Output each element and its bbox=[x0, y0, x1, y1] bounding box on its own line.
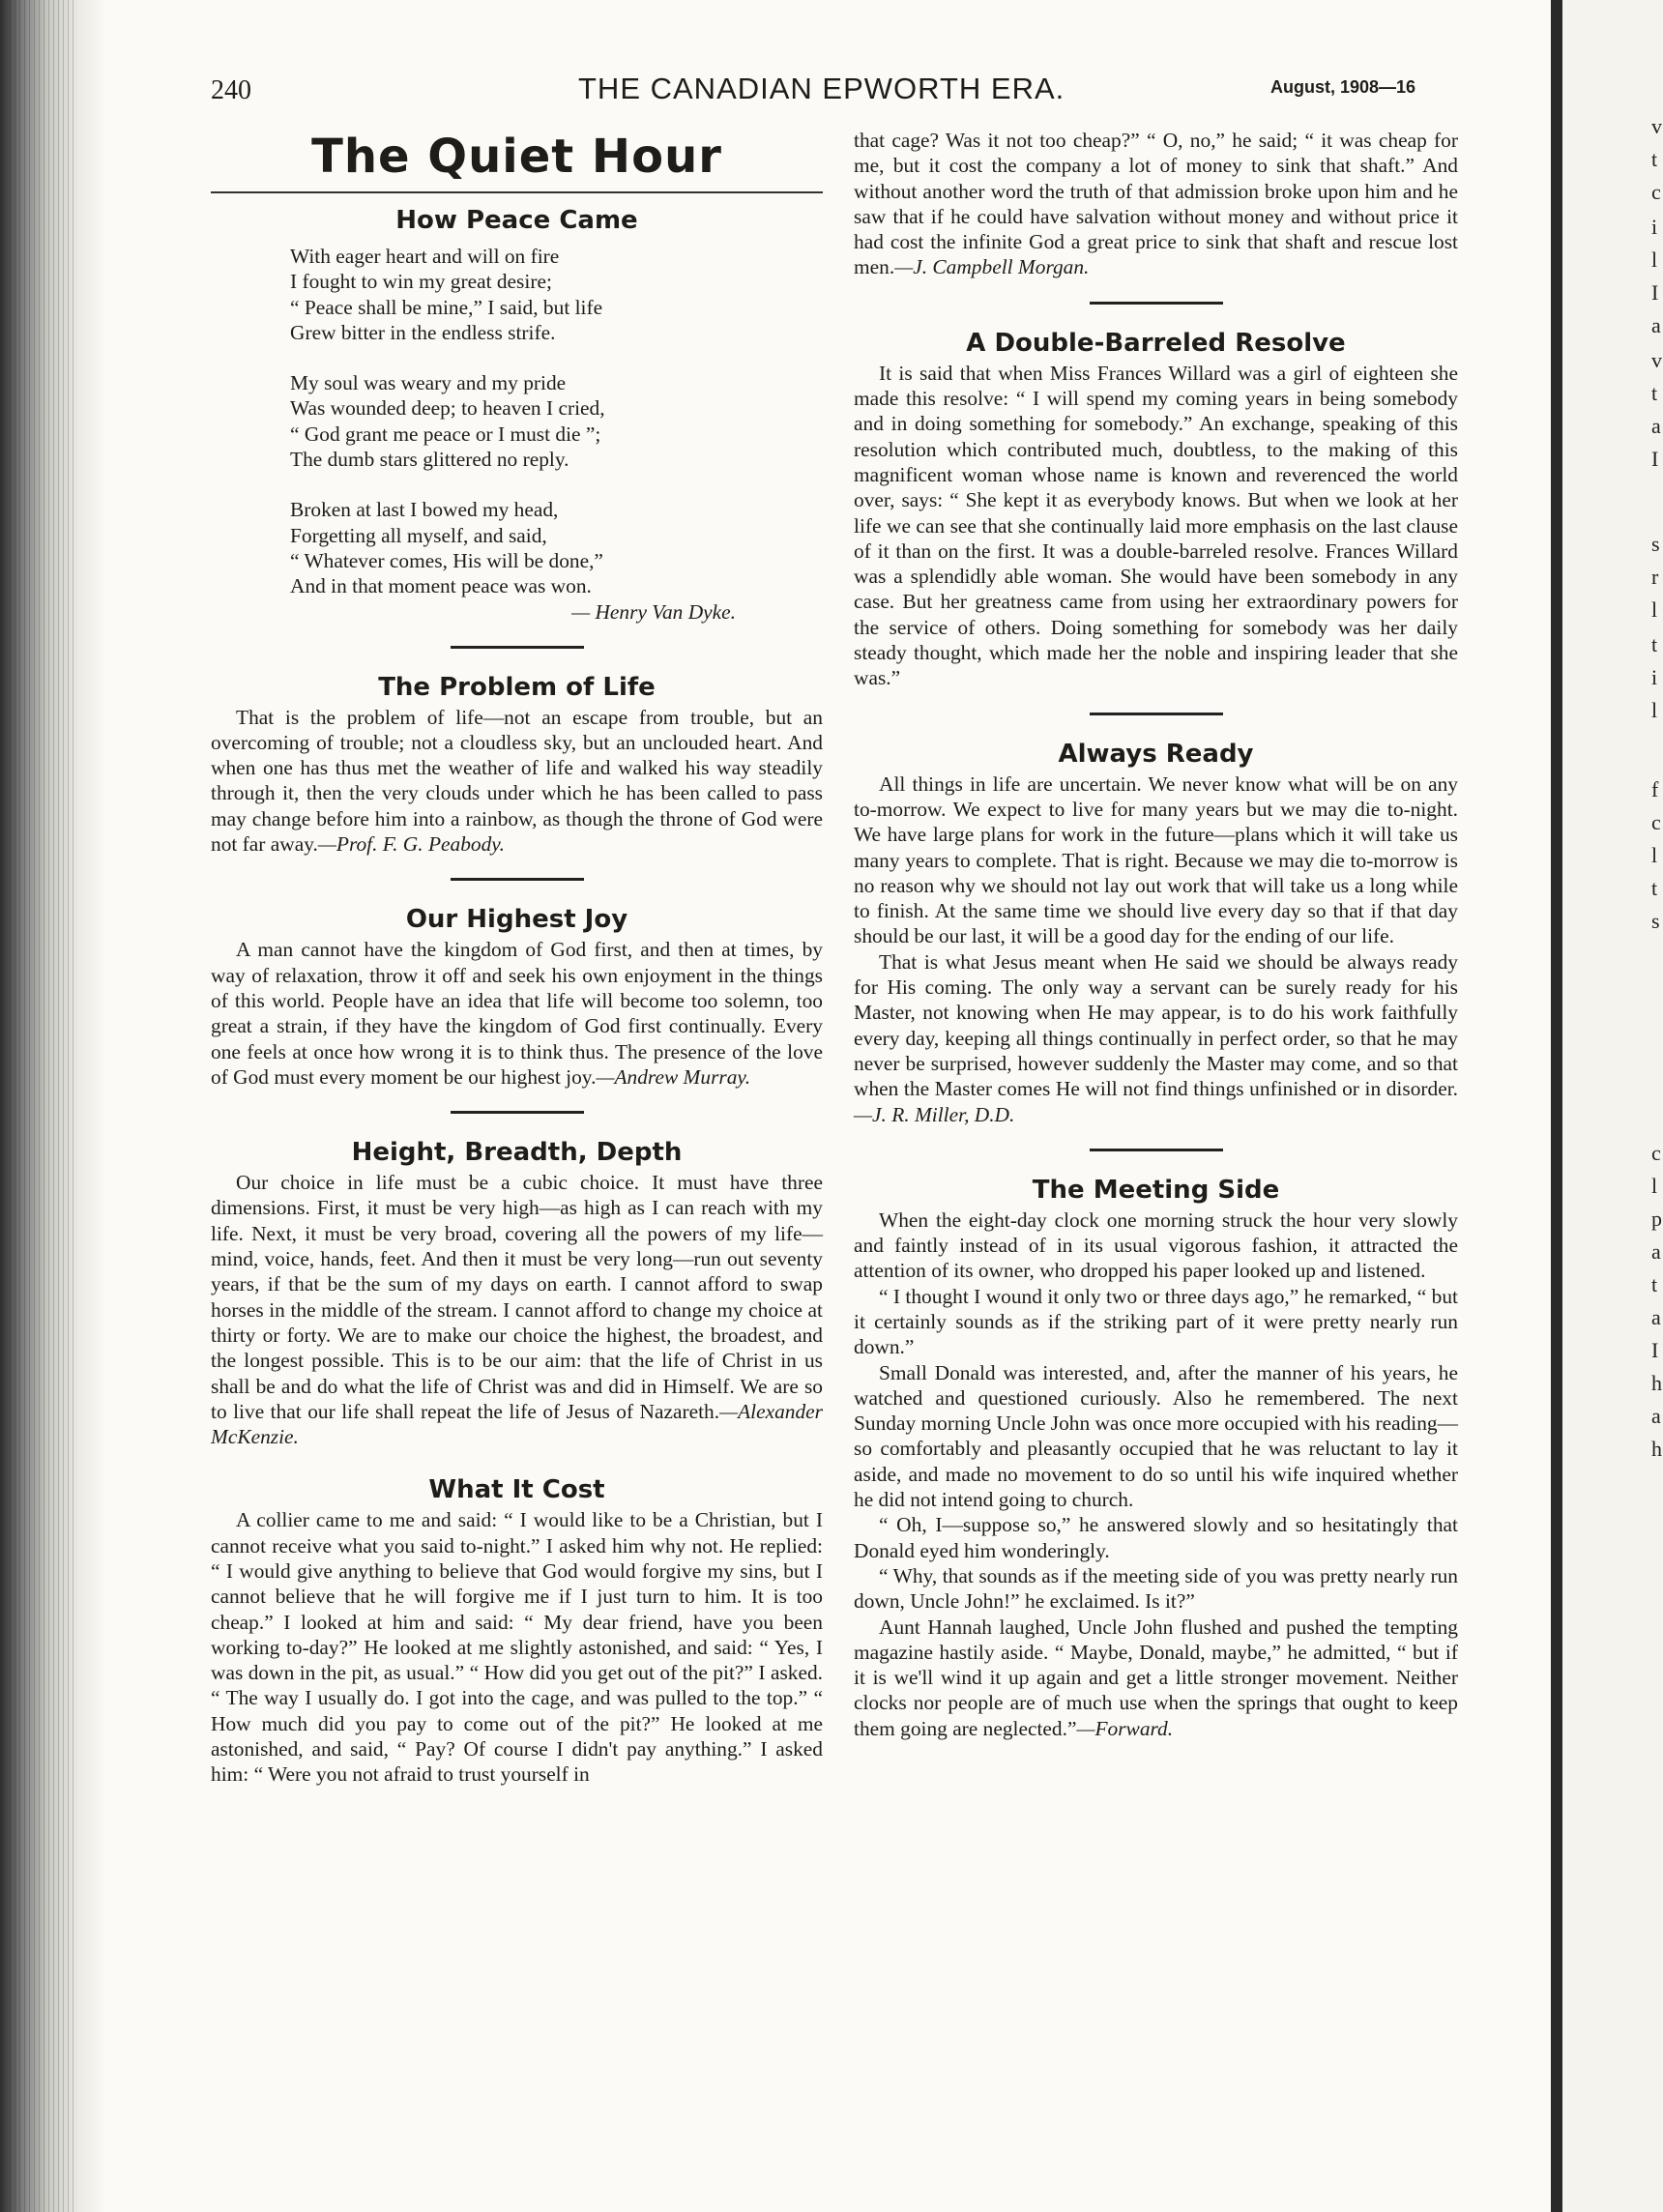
adjacent-page-glyph: t bbox=[1651, 381, 1658, 405]
paragraph bbox=[854, 1284, 1458, 1360]
poem-line: And in that moment peace was won. bbox=[290, 574, 592, 598]
paragraph bbox=[854, 1563, 1458, 1615]
page-stack-edges bbox=[10, 0, 77, 2212]
adjacent-page-edge bbox=[1562, 0, 1663, 2212]
adjacent-page-glyph: I bbox=[1651, 1338, 1659, 1362]
section-divider bbox=[1090, 1149, 1223, 1151]
adjacent-page-glyph: a bbox=[1651, 414, 1661, 438]
poem bbox=[290, 244, 823, 599]
paragraph bbox=[854, 1208, 1458, 1284]
adjacent-page-glyph: r bbox=[1651, 565, 1659, 589]
paragraph-text: that cage? Was it not too cheap?” “ O, no,” he said; “ it was cheap for me, but it cost the company a lot of money to sink that shaft.” And without another word the truth of that admission broke upon him and he saw that if he could have salvation without money and without price it had cost the infinite God a great price to sink that shaft and rescue lost men. bbox=[854, 129, 1458, 279]
paragraph-continued bbox=[854, 128, 1458, 280]
paragraph bbox=[211, 705, 823, 858]
adjacent-page-glyph: s bbox=[1651, 532, 1660, 556]
section-divider bbox=[451, 646, 584, 649]
right-column bbox=[854, 128, 1458, 1741]
page-gutter bbox=[1551, 0, 1562, 2212]
attribution: —J. R. Miller, D.D. bbox=[854, 1102, 1015, 1126]
paragraph bbox=[211, 1507, 823, 1787]
paragraph-text: “ Oh, I—suppose so,” he answered slowly and so hesitatingly that Donald eyed him wonderingly. bbox=[854, 1513, 1458, 1562]
paragraph-text: “ Why, that sounds as if the meeting side of you was pretty nearly run down, Uncle John!” he exclaimed. Is it?” bbox=[854, 1563, 1458, 1614]
poem-stanza bbox=[290, 370, 823, 472]
poem-line: Broken at last I bowed my head, bbox=[290, 498, 559, 522]
paragraph bbox=[211, 1170, 823, 1449]
article-how-peace-came bbox=[211, 203, 823, 625]
paragraph-text: Aunt Hannah laughed, Uncle John flushed and pushed the tempting magazine hastily aside. “ Maybe, Donald, maybe,” he admitted, “ but if it is we'll wind it up again and get a little stronger movement. Neither clocks nor people are of much use when the springs that ought to keep them going are neglected.” bbox=[854, 1615, 1458, 1740]
adjacent-page-glyph: c bbox=[1651, 180, 1661, 204]
attribution: —J. Campbell Morgan. bbox=[894, 255, 1090, 279]
adjacent-page-glyph: t bbox=[1651, 147, 1658, 171]
paragraph bbox=[854, 1512, 1458, 1563]
poem-line: Forgetting all myself, and said, bbox=[290, 523, 547, 547]
attribution: —Andrew Murray. bbox=[596, 1064, 751, 1089]
article-title: What It Cost bbox=[428, 1475, 605, 1505]
adjacent-page-glyph: i bbox=[1651, 215, 1658, 239]
poem-line: Grew bitter in the endless strife. bbox=[290, 320, 556, 344]
adjacent-page-glyph: v bbox=[1651, 114, 1662, 138]
adjacent-page-glyph: l bbox=[1651, 597, 1658, 622]
article-title: The Problem of Life bbox=[378, 672, 656, 702]
paragraph bbox=[854, 361, 1458, 691]
attribution: —Forward. bbox=[1076, 1716, 1174, 1740]
poem-stanza bbox=[290, 244, 823, 345]
paragraph-text: All things in life are uncertain. We never know what will be on any to-morrow. We expect to live for many years but we may die to-night. We have large plans for work in the future—plans which it will take us many years to complete. That is right. Because we may die to-morrow is no reason why we should not lay out work that will take us a long while to finish. At the same time we should live every day so that if that day should be our last, it will be a good day for the ending of our life. bbox=[854, 771, 1458, 948]
article-title: The Meeting Side bbox=[1032, 1175, 1280, 1205]
section-divider bbox=[1090, 713, 1223, 715]
poem-line: The dumb stars glittered no reply. bbox=[290, 448, 569, 472]
attribution: —Prof. F. G. Peabody. bbox=[317, 832, 505, 857]
article-title: Our Highest Joy bbox=[405, 905, 628, 935]
paragraph-text: “ I thought I wound it only two or three days ago,” he remarked, “ but it certainly sounds as if the striking part of it were pretty nearly run down.” bbox=[854, 1284, 1458, 1359]
section-divider bbox=[451, 878, 584, 881]
paragraph bbox=[854, 1615, 1458, 1741]
poem-line: “ God grant me peace or I must die ”; bbox=[290, 422, 601, 446]
paragraph bbox=[854, 949, 1458, 1127]
adjacent-page-glyph: a bbox=[1651, 1239, 1661, 1264]
adjacent-page-glyph: l bbox=[1651, 698, 1658, 722]
paragraph bbox=[854, 771, 1458, 949]
adjacent-page-glyph: I bbox=[1651, 447, 1659, 471]
adjacent-page-glyph: v bbox=[1651, 348, 1662, 372]
article-highest-joy bbox=[211, 902, 823, 1090]
poem-stanza bbox=[290, 497, 823, 598]
section-title: The Quiet Hour bbox=[311, 130, 722, 184]
poem-line: With eager heart and will on fire bbox=[290, 245, 560, 268]
adjacent-page-glyph: l bbox=[1651, 247, 1658, 272]
paragraph-text: That is what Jesus meant when He said we should be always ready for His coming. The only way a servant can be surely ready for his Master, not knowing when He may appear, is to do his work faithfully every day, keeping all things continually in perfect order, so that he may never be surprised, however suddenly the Master may come, and so that when the Master comes He will not find things unfinished or in disorder. bbox=[854, 949, 1458, 1101]
adjacent-page-glyph: h bbox=[1651, 1371, 1662, 1395]
adjacent-page-glyph: c bbox=[1651, 1141, 1661, 1165]
article-meeting-side bbox=[854, 1173, 1458, 1741]
adjacent-page-glyph: s bbox=[1651, 909, 1660, 933]
article-title: How Peace Came bbox=[395, 206, 638, 235]
adjacent-page-glyph: f bbox=[1651, 777, 1659, 801]
poem-attribution: — Henry Van Dyke. bbox=[571, 599, 736, 624]
adjacent-page-glyph: l bbox=[1651, 843, 1658, 867]
left-column bbox=[211, 126, 823, 1788]
paragraph-text: That is the problem of life—not an escape from trouble, but an overcoming of trouble; not a cloudless sky, but an unclouded heart. And when one has thus met the weather of life and walked his way steadily through it, then the very clouds under which he has been called to pass may change before him into a rainbow, as though the throne of God were not far away. bbox=[211, 705, 823, 857]
article-title: A Double-Barreled Resolve bbox=[966, 328, 1346, 358]
magazine-title: THE CANADIAN EPWORTH ERA. bbox=[578, 72, 1065, 105]
adjacent-page-glyph: l bbox=[1651, 1174, 1658, 1198]
adjacent-page-glyph: t bbox=[1651, 632, 1658, 656]
paragraph bbox=[854, 1360, 1458, 1513]
poem-line: “ Peace shall be mine,” I said, but life bbox=[290, 295, 603, 319]
paragraph-text: When the eight-day clock one morning struck the hour very slowly and faintly instead of in its usual vigorous fashion, it attracted the attention of its owner, who dropped his paper looked up and listened. bbox=[854, 1208, 1458, 1283]
article-title: Height, Breadth, Depth bbox=[351, 1138, 683, 1168]
paragraph bbox=[211, 937, 823, 1090]
article-always-ready bbox=[854, 737, 1458, 1127]
page-number: 240 bbox=[211, 75, 251, 105]
paragraph-text: A collier came to me and said: “ I would like to be a Christian, but I cannot receive what you said to-night.” I asked him why not. He replied: “ I would give anything to believe that God would forgive my sins, but I cannot believe that he will forgive me if I just turn to him. It is too cheap.” I looked at him and said: “ My dear friend, have you been working to-day?” He looked at me slightly astonished, and said: “ Yes, I was down in the pit, as usual.” “ How did you get out of the pit?” I asked. “ The way I usually do. I got into the cage, and was pulled to the top.” “ How much did you pay to come out of the pit?” He looked at me astonished, and said, “ Pay? Of course I didn't pay anything.” I asked him: “ Were you not afraid to trust yourself in bbox=[211, 1508, 823, 1787]
adjacent-page-glyph: t bbox=[1651, 876, 1658, 900]
attribution: —Alexander McKenzie. bbox=[211, 1399, 823, 1449]
poem-line: “ Whatever comes, His will be done,” bbox=[290, 548, 603, 572]
article-what-it-cost bbox=[211, 1472, 823, 1787]
article-problem-of-life bbox=[211, 670, 823, 858]
poem-line: My soul was weary and my pride bbox=[290, 371, 567, 395]
page-header bbox=[211, 72, 1458, 118]
adjacent-page-glyph: a bbox=[1651, 1305, 1661, 1329]
title-rule bbox=[211, 191, 823, 193]
paragraph-text: A man cannot have the kingdom of God first, and then at times, by way of relaxation, throw it off and seek his own enjoyment in the things of this world. People have an idea that life will become too solemn, too great a strain, if they have the kingdom of God first continually. Every one feels at once how wrong it is to think thus. The presence of the love of God must every moment be our highest joy. bbox=[211, 938, 823, 1089]
adjacent-page-glyph: p bbox=[1651, 1207, 1662, 1231]
adjacent-page-glyph: t bbox=[1651, 1272, 1658, 1296]
paragraph-text: It is said that when Miss Frances Willard was a girl of eighteen she made this resolve: “ I will spend my coming years in being somebody and in doing something for somebody.” An exchange, speaking of this resolution which contributed much, doubtless, to the making of this magnificent woman whose name is known and reverenced the world over, says: “ She kept it as everybody knows. But when we look at her life we can see that she continually laid more emphasis on the last clause of it than on the first. It was a double-barreled resolve. Frances Willard was a splendidly able woman. She would have been somebody in any case. But her greatness came from using her extraordinary powers for the service of others. Doing something for somebody was her daily steady thought, which made her the noble and inspiring leader that she was.” bbox=[854, 361, 1458, 690]
poem-line: Was wounded deep; to heaven I cried, bbox=[290, 396, 605, 421]
adjacent-page-glyph: a bbox=[1651, 1404, 1661, 1428]
adjacent-page-glyph: a bbox=[1651, 313, 1661, 337]
adjacent-page-glyph: i bbox=[1651, 665, 1658, 689]
paragraph-text: Small Donald was interested, and, after the manner of his years, he watched and questioned curiously. Also he remembered. The next Sunday morning Uncle John was once more occupied with his reading—so comfortably and pleasantly occupied that he was reluctant to lay it aside, and made no movement to do so until his wife inquired whether he did not intend going to church. bbox=[854, 1360, 1458, 1512]
adjacent-page-glyph: h bbox=[1651, 1437, 1662, 1461]
paragraph-text: Our choice in life must be a cubic choice. It must have three dimensions. First, it must be very high—as high as I can reach with my life. Next, it must be very broad, covering all the powers of my life—mind, voice, hands, feet. And then it must be very long—run out seventy years, if that be the sum of my days on earth. I cannot afford to swap horses in the middle of the stream. I cannot afford to change my choice at thirty or forty. We are to make our choice the highest, the broadest, and the longest possible. This is to be our aim: that the life of Christ in us shall be and do what the life of Christ was and did in Himself. We are so to live that our life shall repeat the life of Jesus of Nazareth. bbox=[211, 1171, 823, 1423]
poem-line: I fought to win my great desire; bbox=[290, 270, 552, 294]
adjacent-page-glyph: c bbox=[1651, 810, 1661, 834]
article-title: Always Ready bbox=[1058, 739, 1254, 769]
adjacent-page-glyph: I bbox=[1651, 280, 1659, 305]
section-divider bbox=[1090, 302, 1223, 305]
issue-date: August, 1908—16 bbox=[1270, 77, 1416, 97]
article-height-breadth-depth bbox=[211, 1135, 823, 1449]
section-divider bbox=[451, 1111, 584, 1114]
article-double-barreled-resolve bbox=[854, 326, 1458, 691]
